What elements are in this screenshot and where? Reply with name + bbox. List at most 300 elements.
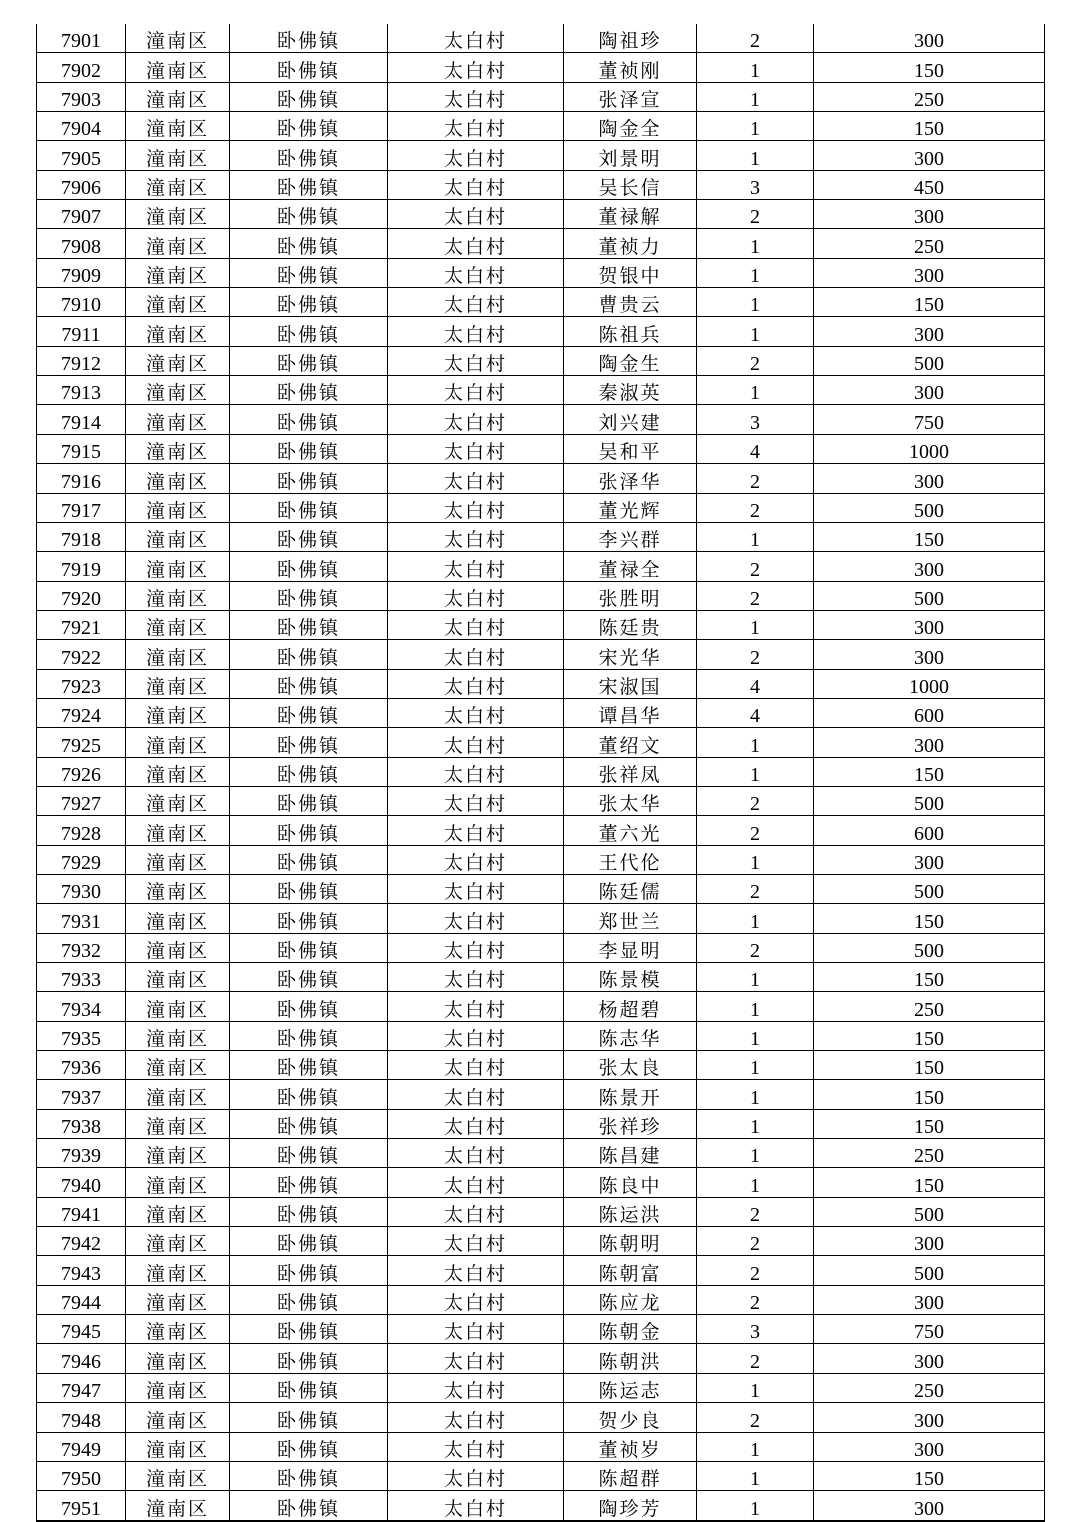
amount-cell: 300 [814, 1491, 1045, 1521]
count-cell: 1 [697, 522, 814, 551]
table-row [37, 1315, 1045, 1344]
table-row [37, 229, 1045, 258]
district-cell: 潼南区 [126, 1168, 230, 1197]
district-cell: 潼南区 [126, 963, 230, 992]
serial-number-cell: 7913 [37, 376, 126, 405]
district-cell: 潼南区 [126, 1021, 230, 1050]
count-cell: 2 [697, 1403, 814, 1432]
district-cell: 潼南区 [126, 610, 230, 639]
count-cell: 2 [697, 1285, 814, 1314]
serial-number-cell: 7920 [37, 581, 126, 610]
count-cell: 1 [697, 992, 814, 1021]
village-cell: 太白村 [388, 1051, 564, 1080]
name-cell: 董禄全 [564, 552, 697, 581]
amount-cell: 250 [814, 992, 1045, 1021]
table-row [37, 1491, 1045, 1521]
district-cell: 潼南区 [126, 1403, 230, 1432]
count-cell: 1 [697, 288, 814, 317]
serial-number-cell: 7942 [37, 1227, 126, 1256]
town-cell: 卧佛镇 [230, 258, 388, 287]
table-row [37, 1403, 1045, 1432]
amount-cell: 150 [814, 53, 1045, 82]
name-cell: 郑世兰 [564, 904, 697, 933]
serial-number-cell: 7927 [37, 786, 126, 815]
amount-cell: 300 [814, 552, 1045, 581]
serial-number-cell: 7925 [37, 728, 126, 757]
amount-cell: 500 [814, 581, 1045, 610]
serial-number-cell: 7904 [37, 112, 126, 141]
amount-cell: 150 [814, 1168, 1045, 1197]
name-cell: 董六光 [564, 816, 697, 845]
name-cell: 陶金生 [564, 346, 697, 375]
table-row [37, 963, 1045, 992]
name-cell: 董光辉 [564, 493, 697, 522]
town-cell: 卧佛镇 [230, 1109, 388, 1138]
table-row [37, 288, 1045, 317]
table-row [37, 992, 1045, 1021]
count-cell: 2 [697, 464, 814, 493]
town-cell: 卧佛镇 [230, 464, 388, 493]
name-cell: 张太良 [564, 1051, 697, 1080]
serial-number-cell: 7949 [37, 1432, 126, 1461]
serial-number-cell: 7946 [37, 1344, 126, 1373]
district-cell: 潼南区 [126, 816, 230, 845]
name-cell: 陶珍芳 [564, 1491, 697, 1521]
roster-table [36, 24, 1045, 1522]
village-cell: 太白村 [388, 376, 564, 405]
table-row [37, 522, 1045, 551]
district-cell: 潼南区 [126, 904, 230, 933]
district-cell: 潼南区 [126, 258, 230, 287]
village-cell: 太白村 [388, 141, 564, 170]
count-cell: 2 [697, 24, 814, 53]
village-cell: 太白村 [388, 640, 564, 669]
count-cell: 4 [697, 434, 814, 463]
serial-number-cell: 7938 [37, 1109, 126, 1138]
village-cell: 太白村 [388, 1080, 564, 1109]
name-cell: 陈景开 [564, 1080, 697, 1109]
count-cell: 2 [697, 552, 814, 581]
name-cell: 陈运洪 [564, 1197, 697, 1226]
count-cell: 4 [697, 669, 814, 698]
table-row [37, 464, 1045, 493]
district-cell: 潼南区 [126, 669, 230, 698]
name-cell: 陈朝洪 [564, 1344, 697, 1373]
town-cell: 卧佛镇 [230, 992, 388, 1021]
serial-number-cell: 7903 [37, 82, 126, 111]
count-cell: 2 [697, 1256, 814, 1285]
name-cell: 陈廷贵 [564, 610, 697, 639]
amount-cell: 300 [814, 376, 1045, 405]
serial-number-cell: 7931 [37, 904, 126, 933]
count-cell: 1 [697, 376, 814, 405]
village-cell: 太白村 [388, 669, 564, 698]
amount-cell: 150 [814, 1080, 1045, 1109]
town-cell: 卧佛镇 [230, 786, 388, 815]
count-cell: 2 [697, 874, 814, 903]
district-cell: 潼南区 [126, 464, 230, 493]
town-cell: 卧佛镇 [230, 376, 388, 405]
district-cell: 潼南区 [126, 200, 230, 229]
name-cell: 陶祖珍 [564, 24, 697, 53]
town-cell: 卧佛镇 [230, 1051, 388, 1080]
name-cell: 陈朝明 [564, 1227, 697, 1256]
serial-number-cell: 7905 [37, 141, 126, 170]
name-cell: 张泽华 [564, 464, 697, 493]
table-row [37, 200, 1045, 229]
serial-number-cell: 7912 [37, 346, 126, 375]
village-cell: 太白村 [388, 1315, 564, 1344]
name-cell: 吴长信 [564, 170, 697, 199]
village-cell: 太白村 [388, 1344, 564, 1373]
district-cell: 潼南区 [126, 405, 230, 434]
table-row [37, 1109, 1045, 1138]
village-cell: 太白村 [388, 288, 564, 317]
amount-cell: 300 [814, 728, 1045, 757]
town-cell: 卧佛镇 [230, 53, 388, 82]
table-row [37, 170, 1045, 199]
table-row [37, 493, 1045, 522]
district-cell: 潼南区 [126, 53, 230, 82]
count-cell: 3 [697, 405, 814, 434]
amount-cell: 150 [814, 522, 1045, 551]
amount-cell: 250 [814, 1373, 1045, 1402]
district-cell: 潼南区 [126, 1491, 230, 1521]
village-cell: 太白村 [388, 1109, 564, 1138]
amount-cell: 150 [814, 904, 1045, 933]
serial-number-cell: 7932 [37, 933, 126, 962]
serial-number-cell: 7924 [37, 698, 126, 727]
amount-cell: 300 [814, 464, 1045, 493]
village-cell: 太白村 [388, 82, 564, 111]
serial-number-cell: 7933 [37, 963, 126, 992]
district-cell: 潼南区 [126, 581, 230, 610]
village-cell: 太白村 [388, 229, 564, 258]
serial-number-cell: 7915 [37, 434, 126, 463]
table-row [37, 1080, 1045, 1109]
count-cell: 1 [697, 53, 814, 82]
table-row [37, 1197, 1045, 1226]
amount-cell: 150 [814, 1461, 1045, 1490]
town-cell: 卧佛镇 [230, 522, 388, 551]
count-cell: 2 [697, 786, 814, 815]
town-cell: 卧佛镇 [230, 1139, 388, 1168]
district-cell: 潼南区 [126, 24, 230, 53]
count-cell: 1 [697, 1139, 814, 1168]
count-cell: 2 [697, 1227, 814, 1256]
village-cell: 太白村 [388, 1021, 564, 1050]
serial-number-cell: 7911 [37, 317, 126, 346]
town-cell: 卧佛镇 [230, 1256, 388, 1285]
serial-number-cell: 7909 [37, 258, 126, 287]
table-row [37, 376, 1045, 405]
village-cell: 太白村 [388, 992, 564, 1021]
town-cell: 卧佛镇 [230, 1344, 388, 1373]
count-cell: 2 [697, 493, 814, 522]
serial-number-cell: 7937 [37, 1080, 126, 1109]
town-cell: 卧佛镇 [230, 1432, 388, 1461]
town-cell: 卧佛镇 [230, 669, 388, 698]
village-cell: 太白村 [388, 464, 564, 493]
district-cell: 潼南区 [126, 288, 230, 317]
name-cell: 陈昌建 [564, 1139, 697, 1168]
name-cell: 陈朝金 [564, 1315, 697, 1344]
village-cell: 太白村 [388, 904, 564, 933]
village-cell: 太白村 [388, 1403, 564, 1432]
village-cell: 太白村 [388, 434, 564, 463]
village-cell: 太白村 [388, 933, 564, 962]
amount-cell: 300 [814, 610, 1045, 639]
table-row [37, 317, 1045, 346]
town-cell: 卧佛镇 [230, 200, 388, 229]
village-cell: 太白村 [388, 845, 564, 874]
name-cell: 陶金全 [564, 112, 697, 141]
amount-cell: 300 [814, 1285, 1045, 1314]
name-cell: 李兴群 [564, 522, 697, 551]
count-cell: 1 [697, 229, 814, 258]
village-cell: 太白村 [388, 1168, 564, 1197]
serial-number-cell: 7914 [37, 405, 126, 434]
district-cell: 潼南区 [126, 1227, 230, 1256]
village-cell: 太白村 [388, 493, 564, 522]
district-cell: 潼南区 [126, 170, 230, 199]
serial-number-cell: 7936 [37, 1051, 126, 1080]
district-cell: 潼南区 [126, 434, 230, 463]
town-cell: 卧佛镇 [230, 1461, 388, 1490]
amount-cell: 150 [814, 1021, 1045, 1050]
name-cell: 董禄解 [564, 200, 697, 229]
serial-number-cell: 7934 [37, 992, 126, 1021]
district-cell: 潼南区 [126, 376, 230, 405]
name-cell: 董祯岁 [564, 1432, 697, 1461]
village-cell: 太白村 [388, 581, 564, 610]
name-cell: 秦淑英 [564, 376, 697, 405]
amount-cell: 300 [814, 258, 1045, 287]
table-row [37, 82, 1045, 111]
village-cell: 太白村 [388, 1373, 564, 1402]
village-cell: 太白村 [388, 1256, 564, 1285]
count-cell: 2 [697, 1344, 814, 1373]
town-cell: 卧佛镇 [230, 1315, 388, 1344]
count-cell: 2 [697, 816, 814, 845]
village-cell: 太白村 [388, 1285, 564, 1314]
amount-cell: 450 [814, 170, 1045, 199]
count-cell: 1 [697, 112, 814, 141]
village-cell: 太白村 [388, 757, 564, 786]
name-cell: 张祥珍 [564, 1109, 697, 1138]
district-cell: 潼南区 [126, 1051, 230, 1080]
count-cell: 2 [697, 640, 814, 669]
name-cell: 陈超群 [564, 1461, 697, 1490]
table-row [37, 24, 1045, 53]
table-row [37, 1168, 1045, 1197]
district-cell: 潼南区 [126, 1344, 230, 1373]
serial-number-cell: 7901 [37, 24, 126, 53]
village-cell: 太白村 [388, 1227, 564, 1256]
amount-cell: 750 [814, 405, 1045, 434]
name-cell: 刘兴建 [564, 405, 697, 434]
count-cell: 2 [697, 1197, 814, 1226]
serial-number-cell: 7906 [37, 170, 126, 199]
village-cell: 太白村 [388, 552, 564, 581]
count-cell: 1 [697, 317, 814, 346]
village-cell: 太白村 [388, 786, 564, 815]
town-cell: 卧佛镇 [230, 405, 388, 434]
count-cell: 1 [697, 1021, 814, 1050]
count-cell: 2 [697, 346, 814, 375]
count-cell: 1 [697, 845, 814, 874]
amount-cell: 250 [814, 229, 1045, 258]
table-row [37, 816, 1045, 845]
name-cell: 曹贵云 [564, 288, 697, 317]
name-cell: 张祥凤 [564, 757, 697, 786]
amount-cell: 300 [814, 1227, 1045, 1256]
amount-cell: 300 [814, 1403, 1045, 1432]
village-cell: 太白村 [388, 1139, 564, 1168]
town-cell: 卧佛镇 [230, 904, 388, 933]
name-cell: 陈志华 [564, 1021, 697, 1050]
count-cell: 1 [697, 258, 814, 287]
district-cell: 潼南区 [126, 874, 230, 903]
count-cell: 1 [697, 1491, 814, 1521]
serial-number-cell: 7940 [37, 1168, 126, 1197]
serial-number-cell: 7928 [37, 816, 126, 845]
serial-number-cell: 7921 [37, 610, 126, 639]
district-cell: 潼南区 [126, 786, 230, 815]
table-row [37, 112, 1045, 141]
serial-number-cell: 7950 [37, 1461, 126, 1490]
district-cell: 潼南区 [126, 346, 230, 375]
table-row [37, 1344, 1045, 1373]
amount-cell: 150 [814, 1109, 1045, 1138]
table-row [37, 1432, 1045, 1461]
town-cell: 卧佛镇 [230, 728, 388, 757]
serial-number-cell: 7930 [37, 874, 126, 903]
amount-cell: 300 [814, 1344, 1045, 1373]
serial-number-cell: 7910 [37, 288, 126, 317]
town-cell: 卧佛镇 [230, 24, 388, 53]
name-cell: 谭昌华 [564, 698, 697, 727]
count-cell: 2 [697, 933, 814, 962]
name-cell: 董祯力 [564, 229, 697, 258]
serial-number-cell: 7945 [37, 1315, 126, 1344]
name-cell: 王代伦 [564, 845, 697, 874]
amount-cell: 150 [814, 1051, 1045, 1080]
serial-number-cell: 7919 [37, 552, 126, 581]
count-cell: 2 [697, 200, 814, 229]
village-cell: 太白村 [388, 346, 564, 375]
village-cell: 太白村 [388, 258, 564, 287]
district-cell: 潼南区 [126, 141, 230, 170]
amount-cell: 1000 [814, 669, 1045, 698]
count-cell: 1 [697, 728, 814, 757]
table-row [37, 1285, 1045, 1314]
village-cell: 太白村 [388, 816, 564, 845]
table-row [37, 53, 1045, 82]
serial-number-cell: 7902 [37, 53, 126, 82]
town-cell: 卧佛镇 [230, 581, 388, 610]
amount-cell: 500 [814, 933, 1045, 962]
town-cell: 卧佛镇 [230, 1197, 388, 1226]
town-cell: 卧佛镇 [230, 346, 388, 375]
village-cell: 太白村 [388, 1432, 564, 1461]
name-cell: 刘景明 [564, 141, 697, 170]
amount-cell: 150 [814, 112, 1045, 141]
town-cell: 卧佛镇 [230, 698, 388, 727]
district-cell: 潼南区 [126, 845, 230, 874]
town-cell: 卧佛镇 [230, 757, 388, 786]
village-cell: 太白村 [388, 698, 564, 727]
count-cell: 1 [697, 1080, 814, 1109]
serial-number-cell: 7918 [37, 522, 126, 551]
table-row [37, 874, 1045, 903]
district-cell: 潼南区 [126, 698, 230, 727]
name-cell: 陈朝富 [564, 1256, 697, 1285]
table-row [37, 1139, 1045, 1168]
table-row [37, 1051, 1045, 1080]
count-cell: 1 [697, 1373, 814, 1402]
count-cell: 1 [697, 1461, 814, 1490]
amount-cell: 150 [814, 963, 1045, 992]
table-row [37, 1373, 1045, 1402]
district-cell: 潼南区 [126, 1080, 230, 1109]
district-cell: 潼南区 [126, 317, 230, 346]
name-cell: 张太华 [564, 786, 697, 815]
amount-cell: 300 [814, 317, 1045, 346]
count-cell: 3 [697, 170, 814, 199]
district-cell: 潼南区 [126, 229, 230, 258]
name-cell: 董祯刚 [564, 53, 697, 82]
name-cell: 贺少良 [564, 1403, 697, 1432]
village-cell: 太白村 [388, 1491, 564, 1521]
district-cell: 潼南区 [126, 1285, 230, 1314]
serial-number-cell: 7947 [37, 1373, 126, 1402]
count-cell: 1 [697, 904, 814, 933]
district-cell: 潼南区 [126, 640, 230, 669]
amount-cell: 300 [814, 200, 1045, 229]
town-cell: 卧佛镇 [230, 434, 388, 463]
town-cell: 卧佛镇 [230, 1080, 388, 1109]
count-cell: 1 [697, 610, 814, 639]
count-cell: 3 [697, 1315, 814, 1344]
village-cell: 太白村 [388, 1197, 564, 1226]
village-cell: 太白村 [388, 1461, 564, 1490]
amount-cell: 500 [814, 874, 1045, 903]
serial-number-cell: 7916 [37, 464, 126, 493]
table-row [37, 1461, 1045, 1490]
district-cell: 潼南区 [126, 1256, 230, 1285]
amount-cell: 300 [814, 141, 1045, 170]
town-cell: 卧佛镇 [230, 317, 388, 346]
amount-cell: 150 [814, 288, 1045, 317]
district-cell: 潼南区 [126, 1197, 230, 1226]
village-cell: 太白村 [388, 610, 564, 639]
village-cell: 太白村 [388, 53, 564, 82]
amount-cell: 300 [814, 640, 1045, 669]
name-cell: 陈运志 [564, 1373, 697, 1402]
name-cell: 陈景模 [564, 963, 697, 992]
table-row [37, 1021, 1045, 1050]
village-cell: 太白村 [388, 317, 564, 346]
district-cell: 潼南区 [126, 992, 230, 1021]
count-cell: 1 [697, 1109, 814, 1138]
count-cell: 1 [697, 1051, 814, 1080]
amount-cell: 250 [814, 1139, 1045, 1168]
amount-cell: 300 [814, 845, 1045, 874]
district-cell: 潼南区 [126, 728, 230, 757]
amount-cell: 300 [814, 1432, 1045, 1461]
town-cell: 卧佛镇 [230, 963, 388, 992]
